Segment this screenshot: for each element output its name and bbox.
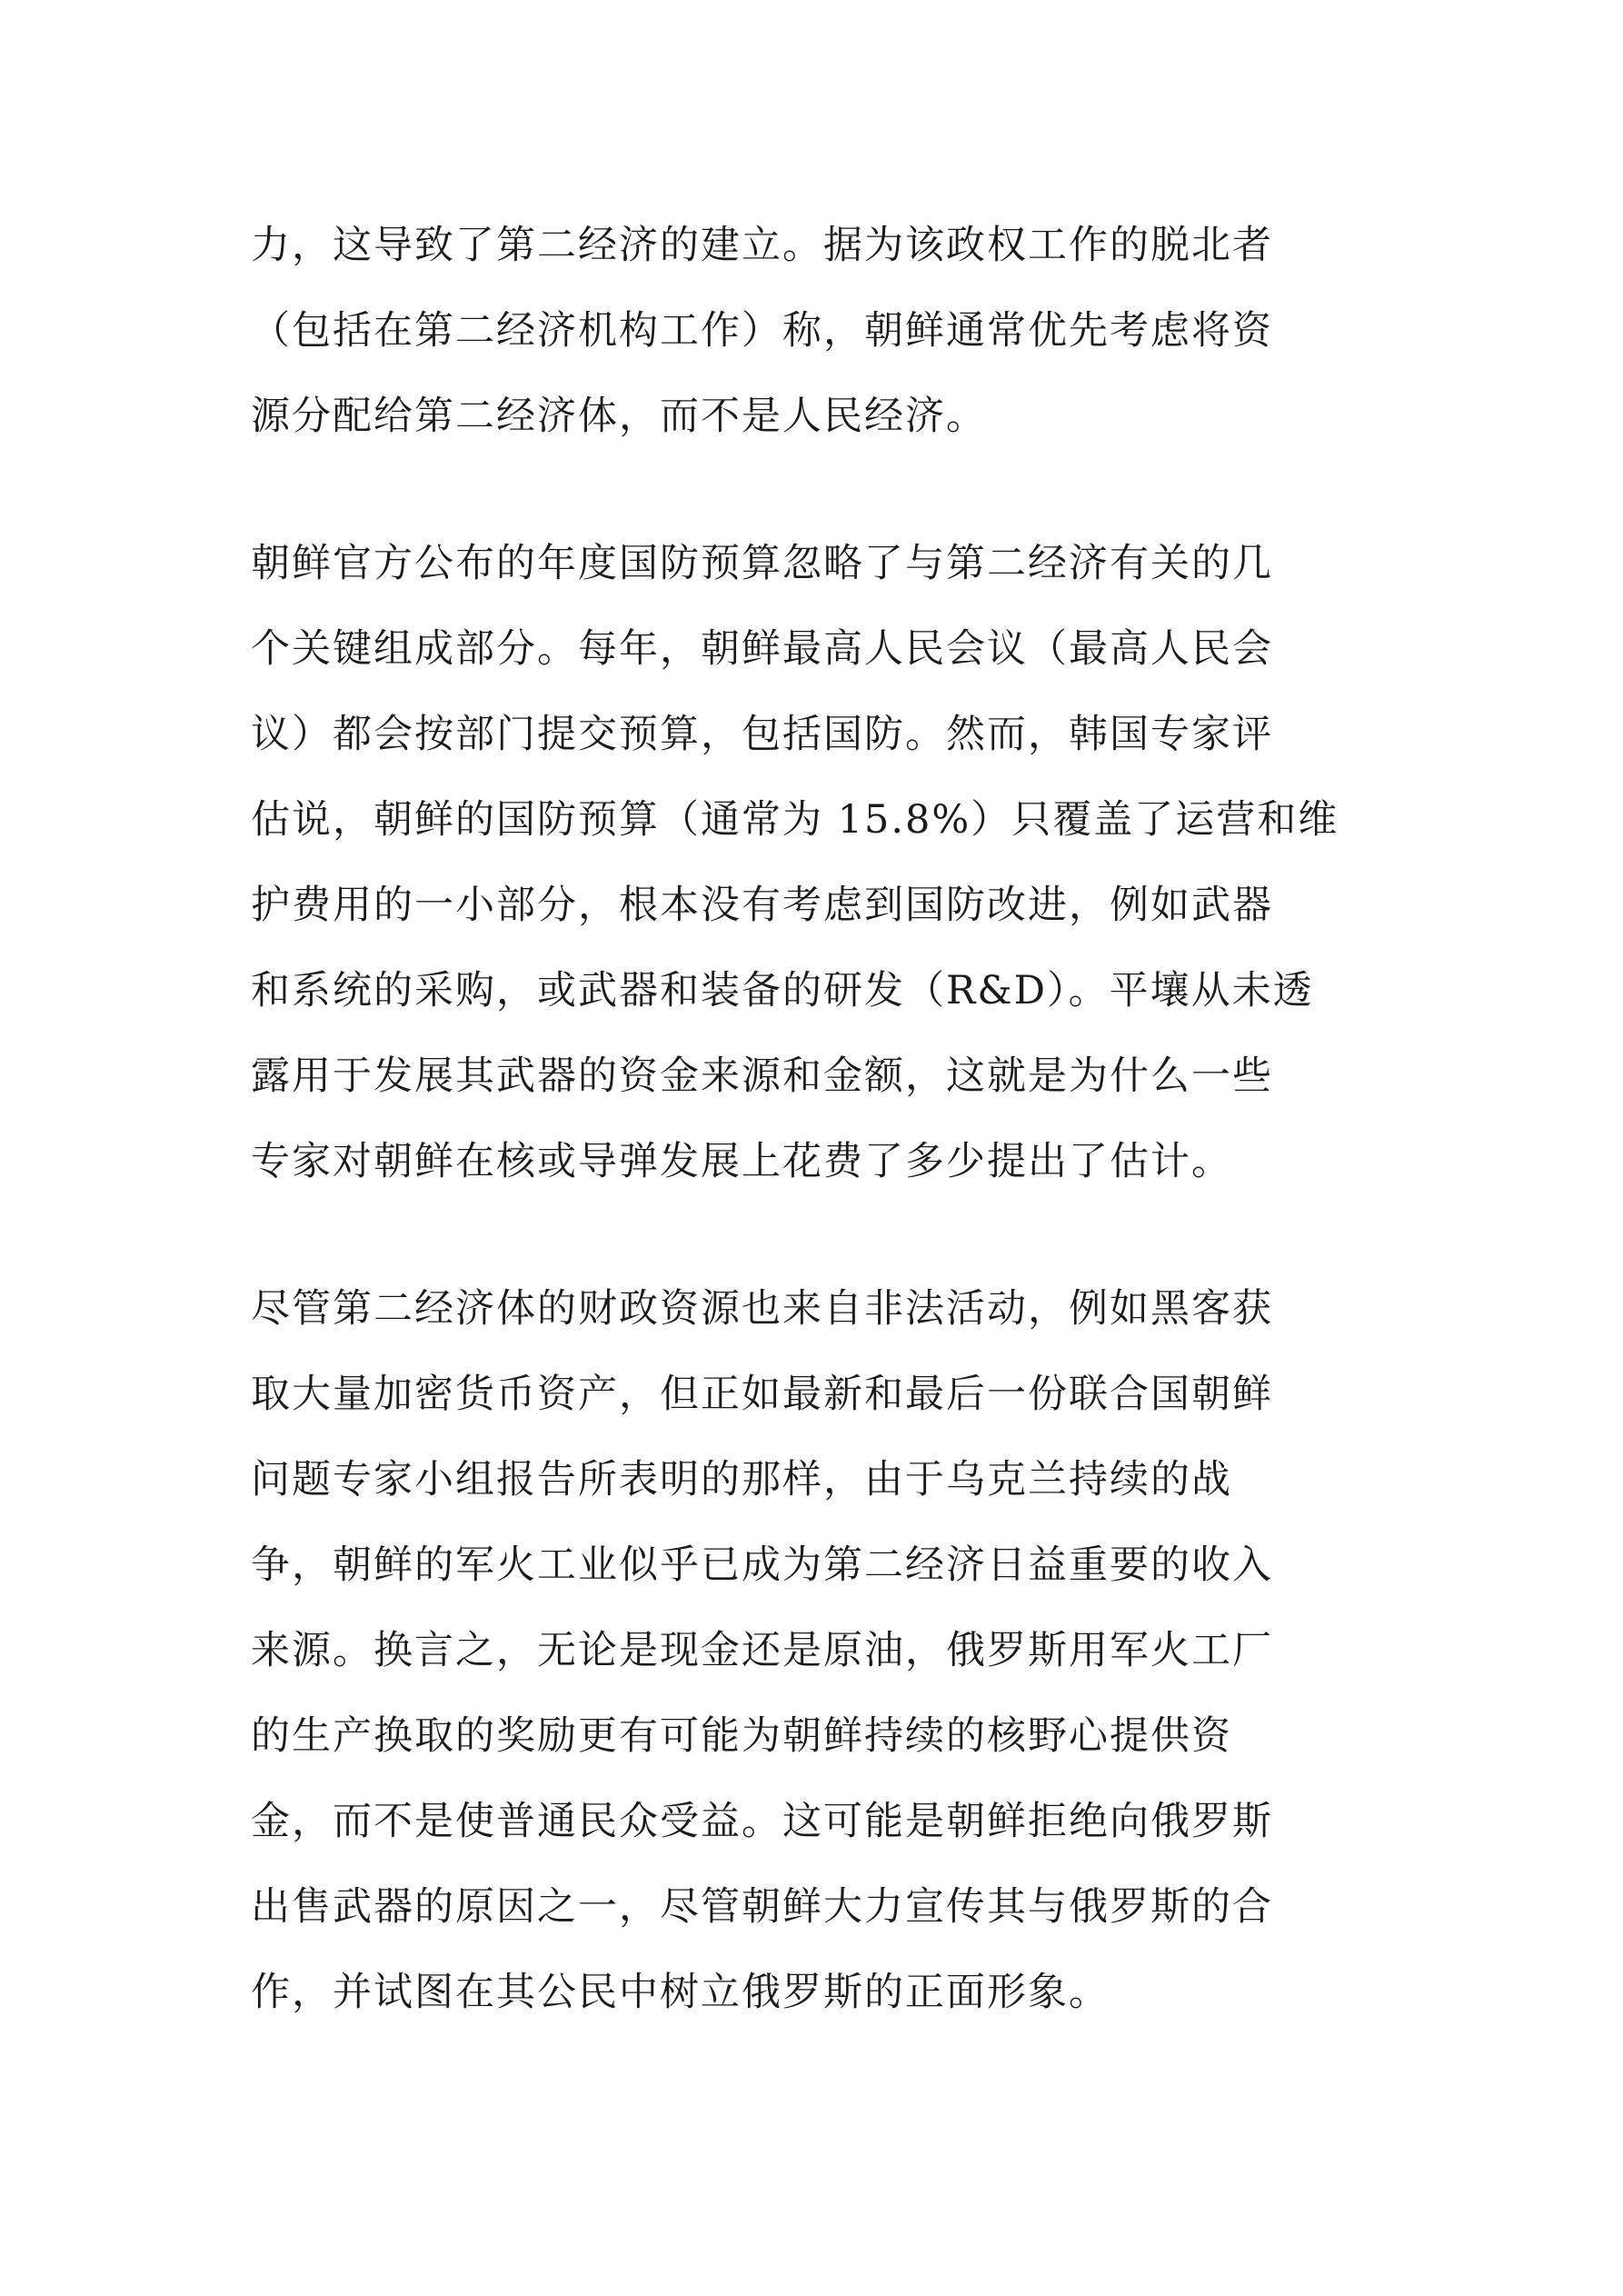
paragraph-3: [251, 1266, 1414, 2035]
text-line: 露用于发展其武器的资金来源和金额，这就是为什么一些: [251, 1053, 1273, 1099]
text-line: 尽管第二经济体的财政资源也来自非法活动，例如黑客获: [251, 1286, 1273, 1332]
text-line: 作，并试图在其公民中树立俄罗斯的正面形象。: [251, 1970, 1110, 2015]
paragraph-2: [251, 521, 1414, 1204]
text-line: 出售武器的原因之一，尽管朝鲜大力宣传其与俄罗斯的合: [251, 1884, 1273, 1930]
text-line: 和系统的采购，或武器和装备的研发（R&D）。平壤从未透: [251, 968, 1314, 1013]
text-line: 问题专家小组报告所表明的那样，由于乌克兰持续的战: [251, 1457, 1232, 1502]
text-line: 取大量加密货币资产，但正如最新和最后一份联合国朝鲜: [251, 1372, 1273, 1417]
text-line: 个关键组成部分。每年，朝鲜最高人民会议（最高人民会: [251, 626, 1273, 672]
text-line: 金，而不是使普通民众受益。这可能是朝鲜拒绝向俄罗斯: [251, 1799, 1273, 1844]
text-line: 估说，朝鲜的国防预算（通常为 15.8%）只覆盖了运营和维: [251, 797, 1339, 843]
text-line: 争，朝鲜的军火工业似乎已成为第二经济日益重要的收入: [251, 1542, 1273, 1588]
text-line: 来源。换言之，无论是现金还是原油，俄罗斯用军火工厂: [251, 1628, 1273, 1673]
text-line: 力，这导致了第二经济的建立。据为该政权工作的脱北者: [251, 223, 1273, 268]
text-line: 护费用的一小部分，根本没有考虑到国防改进，例如武器: [251, 883, 1273, 928]
paragraph-1: [251, 203, 1414, 459]
text-line: 源分配给第二经济体，而不是人民经济。: [251, 394, 987, 439]
text-line: 朝鲜官方公布的年度国防预算忽略了与第二经济有关的几: [251, 541, 1273, 586]
text-line: 议）都会按部门提交预算，包括国防。然而，韩国专家评: [251, 712, 1273, 757]
text-line: 专家对朝鲜在核或导弹发展上花费了多少提出了估计。: [251, 1139, 1232, 1184]
text-line: （包括在第二经济机构工作）称，朝鲜通常优先考虑将资: [251, 308, 1273, 354]
text-line: 的生产换取的奖励更有可能为朝鲜持续的核野心提供资: [251, 1713, 1232, 1759]
